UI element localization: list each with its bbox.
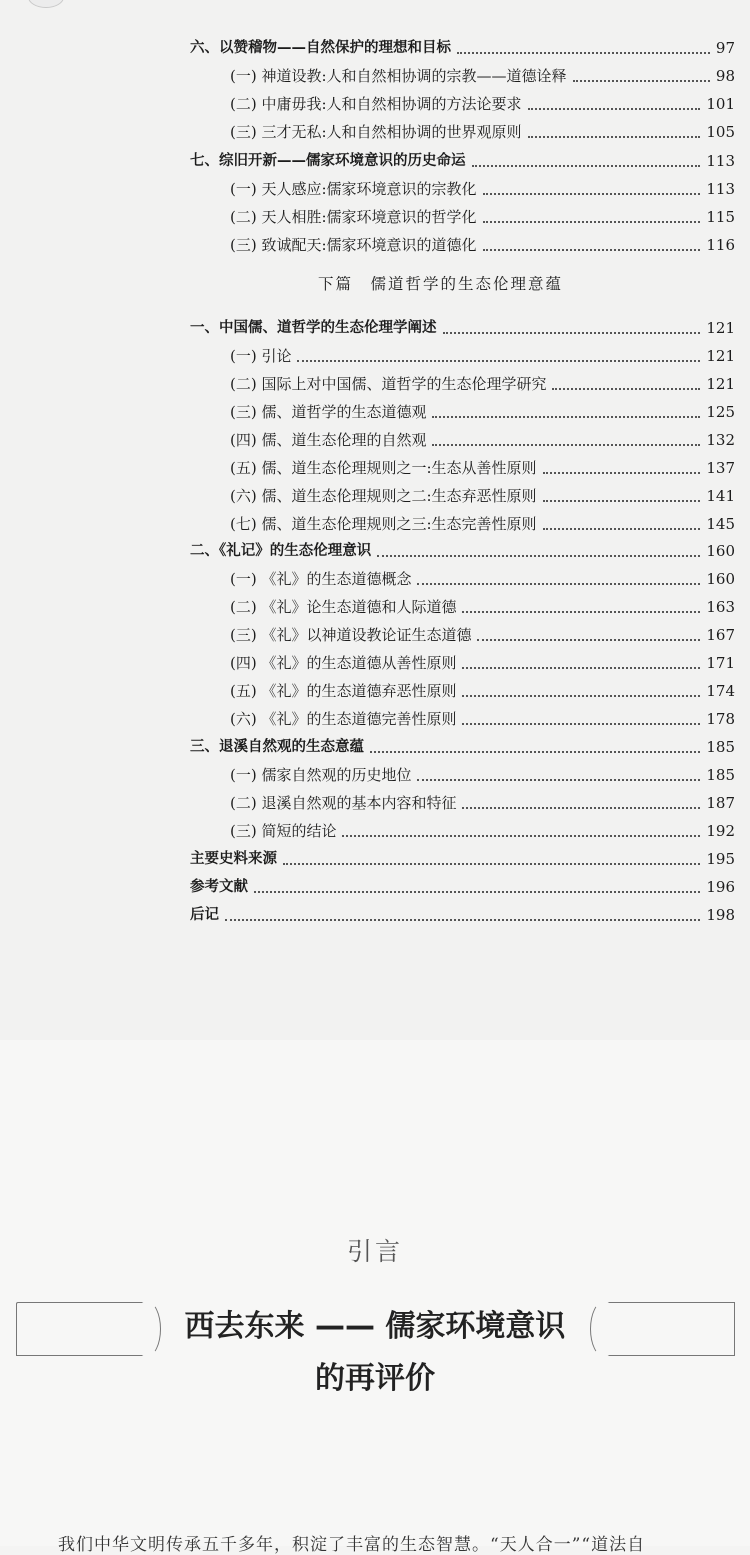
toc-entry [230,60,735,86]
toc-entry-page: 115 [706,208,735,226]
toc-entry [230,619,735,645]
toc-entry [230,368,735,394]
intro-page [0,1040,750,1546]
toc-entry [230,424,735,450]
toc-entry-page: 113 [706,152,735,170]
toc-entry [230,675,735,701]
toc-entry-title: (三) 三才无私:人和自然相协调的世界观原则 [230,123,522,141]
intro-body-text: 我们中华文明传承五千多年，积淀了丰富的生态智慧。“天人合一”“道法自 [58,1535,646,1555]
toc-entry-page: 121 [706,319,735,337]
toc-entry-title: (一) 天人感应:儒家环境意识的宗教化 [230,180,477,198]
toc-entry [230,88,735,114]
toc-dot-leader [417,583,700,585]
toc-entry [230,508,735,534]
toc-entry-title: (一) 引论 [230,347,292,365]
toc-entry-page: 196 [706,878,735,896]
toc-entry-title: (五) 《礼》的生态道德弃恶性原则 [230,682,457,700]
toc-entry-page: 116 [706,236,735,254]
toc-dot-leader [342,835,700,837]
toc-entry-page: 174 [706,682,735,700]
toc-dot-leader [472,165,701,167]
toc-dot-leader [552,388,700,390]
toc-entry-title: (四) 《礼》的生态道德从善性原则 [230,654,457,672]
toc-entry-title: (二) 退溪自然观的基本内容和特征 [230,794,457,812]
intro-headline-line2: 的再评价 [315,1361,435,1396]
toc-dot-leader [483,249,701,251]
toc-entry [190,731,735,757]
toc-entry [230,815,735,841]
toc-entry-page: 121 [706,375,735,393]
toc-entry [190,899,735,925]
toc-entry-title: 后记 [190,907,219,923]
toc-dot-leader [432,444,700,446]
toc-entry [190,145,735,171]
toc-dot-leader [573,80,710,82]
toc-entry-title: (一) 神道设教:人和自然相协调的宗教——道德诠释 [230,67,567,85]
toc-entry-title: (三) 致诚配天:儒家环境意识的道德化 [230,236,477,254]
toc-entry-title: (四) 儒、道生态伦理的自然观 [230,431,427,449]
toc-entry-title: (二) 《礼》论生态道德和人际道德 [230,598,457,616]
toc-entry-page: 178 [706,710,735,728]
toc-dot-leader [254,891,700,893]
toc-entry-page: 132 [706,431,735,449]
toc-entry-title: 主要史料来源 [190,851,277,867]
toc-entry-page: 198 [706,906,735,924]
toc-entry-page: 98 [715,67,735,85]
toc-entry [230,229,735,255]
toc-entry [230,116,735,142]
toc-entry [190,843,735,869]
toc-entry-page: 121 [706,347,735,365]
toc-entry-title: 六、以赞稽物——自然保护的理想和目标 [190,40,451,56]
toc-entry [190,535,735,561]
toc-entry-title: 一、中国儒、道哲学的生态伦理学阐述 [190,320,437,336]
toc-dot-leader [462,667,700,669]
toc-dot-leader [543,500,701,502]
toc-entry [190,32,735,58]
toc-entry [230,452,735,478]
toc-dot-leader [462,611,700,613]
toc-entry-page: 185 [706,738,735,756]
page-corner-mark [28,0,64,8]
toc-entry-title: (六) 儒、道生态伦理规则之二:生态弃恶性原则 [230,487,537,505]
toc-dot-leader [457,52,710,54]
toc-dot-leader [543,472,701,474]
toc-entry-page: 160 [706,542,735,560]
part-heading: 下篇 儒道哲学的生态伦理意蕴 [318,275,564,293]
toc-entry-page: 113 [706,180,735,198]
toc-dot-leader [443,332,701,334]
toc-entry-page: 163 [706,598,735,616]
toc-dot-leader [462,695,700,697]
toc-entry [230,647,735,673]
toc-entry [190,312,735,338]
toc-dot-leader [483,193,701,195]
intro-headline-line1: 西去东来 —— 儒家环境意识 [184,1309,566,1344]
toc-entry-page: 171 [706,654,735,672]
toc-entry [230,173,735,199]
toc-dot-leader [462,807,700,809]
toc-dot-leader [297,360,700,362]
toc-entry-page: 195 [706,850,735,868]
toc-entry [230,591,735,617]
toc-entry-title: 七、综旧开新——儒家环境意识的历史命运 [190,153,466,169]
toc-entry-page: 187 [706,794,735,812]
toc-entry-page: 137 [706,459,735,477]
toc-entry [230,201,735,227]
toc-entry-title: (一) 《礼》的生态道德概念 [230,570,412,588]
toc-dot-leader [417,779,700,781]
toc-entry [230,563,735,589]
toc-entry-page: 97 [715,39,735,57]
toc-entry-title: (五) 儒、道生态伦理规则之一:生态从善性原则 [230,459,537,477]
toc-dot-leader [528,136,701,138]
toc-entry-title: 三、退溪自然观的生态意蕴 [190,739,364,755]
toc-entry-page: 160 [706,570,735,588]
toc-entry-title: (三) 儒、道哲学的生态道德观 [230,403,427,421]
toc-entry-title: 参考文献 [190,879,248,895]
toc-entry [230,340,735,366]
toc-dot-leader [528,108,701,110]
toc-entry [230,787,735,813]
toc-dot-leader [283,863,700,865]
toc-dot-leader [477,639,700,641]
toc-dot-leader [432,416,700,418]
toc-dot-leader [543,528,701,530]
toc-entry-title: (三) 简短的结论 [230,822,337,840]
toc-entry-title: (二) 天人相胜:儒家环境意识的哲学化 [230,208,477,226]
toc-dot-leader [483,221,701,223]
toc-dot-leader [462,723,700,725]
toc-entry [230,396,735,422]
toc-entry-page: 125 [706,403,735,421]
toc-entry-page: 145 [706,515,735,533]
toc-entry-page: 101 [706,95,735,113]
toc-entry-title: (六) 《礼》的生态道德完善性原则 [230,710,457,728]
toc-entry-title: 二、《礼记》的生态伦理意识 [190,543,372,559]
toc-entry-page: 141 [706,487,735,505]
toc-entry [190,871,735,897]
toc-entry [230,703,735,729]
toc-entry-page: 167 [706,626,735,644]
toc-dot-leader [377,555,700,557]
toc-entry [230,480,735,506]
toc-entry [230,759,735,785]
toc-entry-title: (二) 中庸毋我:人和自然相协调的方法论要求 [230,95,522,113]
toc-dot-leader [370,751,700,753]
toc-entry-title: (三) 《礼》以神道设教论证生态道德 [230,626,472,644]
toc-entry-page: 185 [706,766,735,784]
toc-entry-title: (二) 国际上对中国儒、道哲学的生态伦理学研究 [230,375,547,393]
toc-entry-title: (一) 儒家自然观的历史地位 [230,766,412,784]
toc-dot-leader [225,919,700,921]
toc-entry-page: 192 [706,822,735,840]
toc-entry-page: 105 [706,123,735,141]
toc-entry-title: (七) 儒、道生态伦理规则之三:生态完善性原则 [230,515,537,533]
intro-label: 引言 [346,1237,403,1266]
